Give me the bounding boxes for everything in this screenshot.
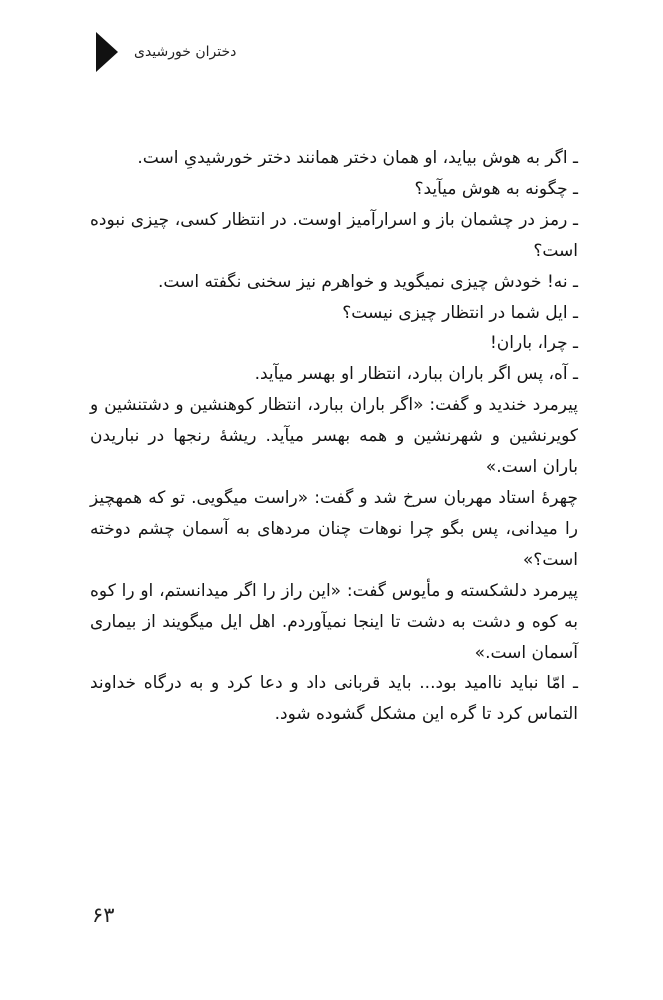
paragraph: ـ چرا، باران! bbox=[489, 333, 578, 354]
triangle-marker-icon bbox=[96, 32, 118, 72]
running-head-title: دختران خورشیدی bbox=[134, 44, 237, 60]
page-number: ۶۳ bbox=[92, 903, 115, 927]
paragraph: چهرهٔ استاد مهربان سرخ شد و گفت: «راست میگویی. تو که همهچیز را میدانی، پس بگو چرا نوهات چنان مردهای به آسمان چشم دوخته است؟» bbox=[90, 487, 578, 570]
paragraph: ـ چگونه به هوش میآید؟ bbox=[414, 178, 578, 199]
paragraph: ـ نه! خودش چیزی نمیگوید و خواهرم نیز سخنی نگفته است. bbox=[157, 271, 578, 292]
paragraph: ـ امّا نباید ناامید بود... باید قربانی داد و دعا کرد و به درگاه خداوند التماس کرد تا گره این مشکل گشوده شود. bbox=[90, 673, 578, 725]
paragraph: ـ ایل شما در انتظار چیزی نیست؟ bbox=[342, 302, 578, 323]
paragraph: ـ رمز در چشمان باز و اسرارآمیز اوست. در انتظار کسی، چیزی نبوده است؟ bbox=[90, 209, 578, 261]
paragraph: پیرمرد خندید و گفت: «اگر باران ببارد، انتظار کوهنشین و دشتنشین و کویرنشین و شهرنشین و همه بهسر میآید. ریشهٔ رنجها در نباریدن باران است.» bbox=[90, 395, 578, 478]
running-head bbox=[96, 32, 236, 72]
paragraph: ـ آه، پس اگر باران ببارد، انتظار او بهسر میآید. bbox=[254, 364, 578, 385]
paragraph: پیرمرد دلشکسته و مأیوس گفت: «این راز را اگر میدانستم، او را کوه به کوه و دشت به دشت تا اینجا نمیآوردم. اهل ایل میگویند از بیماری آسمان است.» bbox=[90, 580, 578, 663]
paragraph: ـ اگر به هوش بیاید، او همان دختر همانند دختر خورشیدیِ است. bbox=[137, 148, 578, 168]
body-text bbox=[90, 143, 578, 730]
